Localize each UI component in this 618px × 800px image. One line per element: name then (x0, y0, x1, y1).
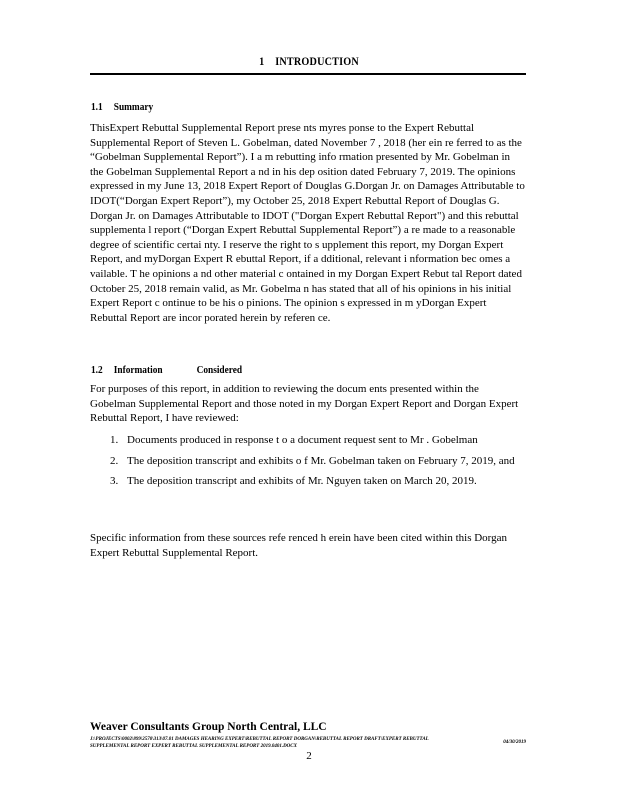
list-item-text: Documents produced in response t o a document request sent to Mr . Gobelman (127, 434, 478, 446)
section-number: 1 (259, 54, 265, 68)
summary-heading-number: 1.1 (91, 101, 103, 113)
list-item-marker: 1. (110, 434, 119, 446)
title-divider (90, 73, 526, 75)
information-heading-number: 1.2 (91, 364, 103, 376)
list-item-marker: 2. (110, 454, 119, 467)
list-item (90, 454, 526, 469)
list-item-text: The deposition transcript and exhibits o f Mr. Gobelman taken on February 7, 2019, and (127, 454, 515, 467)
page-number: 2 (306, 750, 312, 762)
list-item (90, 433, 526, 448)
information-heading-word1: Information (113, 364, 163, 376)
footer-file-path: J:\PROJECTS\0002\899\2570\313\07.01 DAMAGES HEARING EXPERT\REBUTTAL REPORT DORGAN\REBUTTAL REPORT DRAFT\EXPERT REBUTTAL SUPPLEMENTAL REPORT EXPERT REBUTTAL SUPPLEMENTAL REPORT 2019.0401.DOCX (90, 737, 429, 749)
section-title (46, 54, 571, 69)
sources-list (90, 433, 526, 495)
list-item-text: The deposition transcript and exhibits of Mr. Nguyen taken on March 20, 2019. (127, 475, 477, 488)
information-heading (91, 364, 242, 376)
list-item-marker: 3. (110, 475, 119, 488)
footer-date: 04/30/2019 (503, 740, 526, 745)
summary-heading (91, 101, 153, 113)
summary-paragraph: ThisExpert Rebuttal Supplemental Report prese nts myres ponse to the Expert Rebuttal Supplemental Report of Steven L. Gobelman, dated November 7 , 2018 (her ein re ferred to as the “Gobelman Supplemental Report”). I a m rebutting info rmation presented by Mr. Gobelman in the Gobelman Supplemental Report a nd in his dep osition dated February 7, 2019. The opinions expressed in my June 13, 2018 Expert Report of Douglas G.Dorgan Jr. on Damages Attributable to IDOT(“Dorgan Expert Report”), my October 25, 2018 Expert Rebuttal Report of Douglas G. Dorgan Jr. on Damages Attributable to IDOT ("Dorgan Expert Rebuttal Report") and this rebuttal supplementa l report (“Dorgan Expert Rebuttal Supplemental Report”) a re made to a reasonable degree of scientific certai nty. I reserve the right to s upplement this report, my Dorgan Expert Report, and myDorgan Expert R ebuttal Report, if a dditional, relevant i nformation bec omes a vailable. T he opinions a nd other material c ontained in my Dorgan Expert Rebut tal Report dated October 25, 2018 remain valid, as Mr. Gobelma n has stated that all of his opinions in his initial Expert Report c ontinue to be his o pinions. The opinion s expressed in m yDorgan Expert Rebuttal Report are incor porated herein by referen ce. (90, 122, 525, 324)
list-item (90, 474, 526, 489)
footer-company: Weaver Consultants Group North Central, LLC (90, 721, 327, 733)
closing-paragraph: Specific information from these sources refe renced h erein have been cited within this Dorgan Expert Rebuttal Supplemental Report. (90, 532, 508, 559)
information-heading-word2: Considered (196, 364, 243, 376)
summary-heading-text: Summary (113, 101, 154, 113)
information-intro: For purposes of this report, in addition to reviewing the docum ents presented within the Gobelman Supplemental Report and those noted in my Dorgan Expert Report and Dorgan Expert Rebuttal Report, I have reviewed: (90, 383, 519, 425)
section-title-text: INTRODUCTION (275, 54, 359, 68)
